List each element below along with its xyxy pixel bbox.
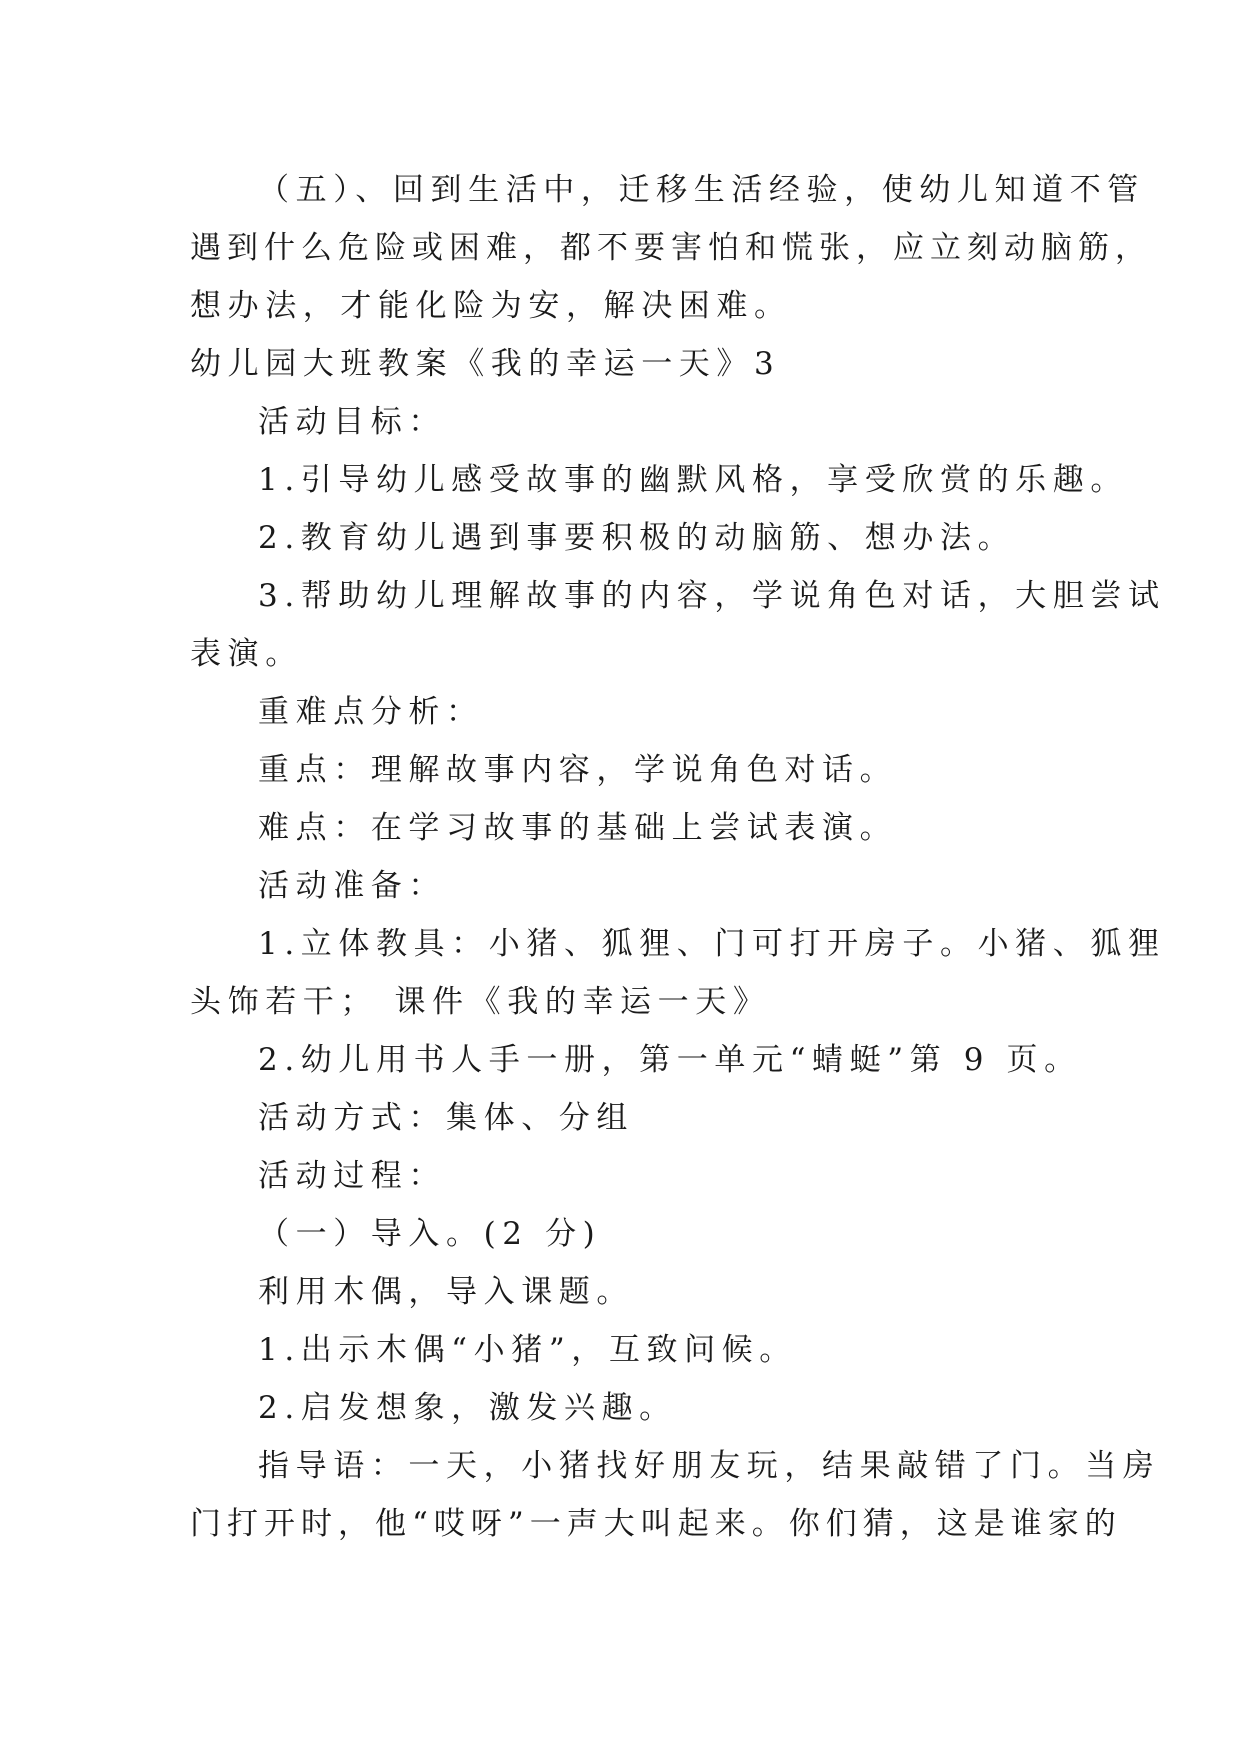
text-line-3: 想办法，才能化险为安，解决困难。 — [190, 288, 792, 324]
text-line-2: 遇到什么危险或困难，都不要害怕和慌张，应立刻动脑筋， — [190, 230, 1152, 266]
text-line-16: 2.幼儿用书人手一册，第一单元“蜻蜓”第 9 页。 — [258, 1042, 1082, 1078]
text-line-20: 利用木偶，导入课题。 — [258, 1274, 634, 1310]
text-line-9: 表演。 — [190, 636, 303, 672]
text-line-24: 门打开时，他“哎呀”一声大叫起来。你们猜，这是谁家的 — [190, 1506, 1122, 1542]
text-line-21: 1.出示木偶“小猪”，互致问候。 — [258, 1332, 797, 1368]
text-line-22: 2.启发想象，激发兴趣。 — [258, 1390, 677, 1426]
text-line-10: 重难点分析： — [258, 694, 484, 730]
text-line-17: 活动方式：集体、分组 — [258, 1100, 634, 1136]
text-line-13: 活动准备： — [258, 868, 446, 904]
text-line-7: 2.教育幼儿遇到事要积极的动脑筋、想办法。 — [258, 520, 1016, 556]
section-title: 幼儿园大班教案《我的幸运一天》3 — [190, 346, 781, 382]
text-line-1: （五）、回到生活中，迁移生活经验，使幼儿知道不管 — [258, 172, 1145, 208]
text-line-19: （一）导入。(2 分) — [258, 1216, 602, 1252]
text-line-14: 1.立体教具：小猪、狐狸、门可打开房子。小猪、狐狸 — [258, 926, 1166, 962]
text-line-5: 活动目标： — [258, 404, 446, 440]
text-line-6: 1.引导幼儿感受故事的幽默风格，享受欣赏的乐趣。 — [258, 462, 1128, 498]
text-line-11: 重点：理解故事内容，学说角色对话。 — [258, 752, 898, 788]
text-line-12: 难点：在学习故事的基础上尝试表演。 — [258, 810, 898, 846]
text-line-8: 3.帮助幼儿理解故事的内容，学说角色对话，大胆尝试 — [258, 578, 1166, 614]
text-line-15: 头饰若干； 课件《我的幸运一天》 — [190, 984, 771, 1020]
text-line-23: 指导语：一天，小猪找好朋友玩，结果敲错了门。当房 — [258, 1448, 1161, 1484]
text-line-18: 活动过程： — [258, 1158, 446, 1194]
